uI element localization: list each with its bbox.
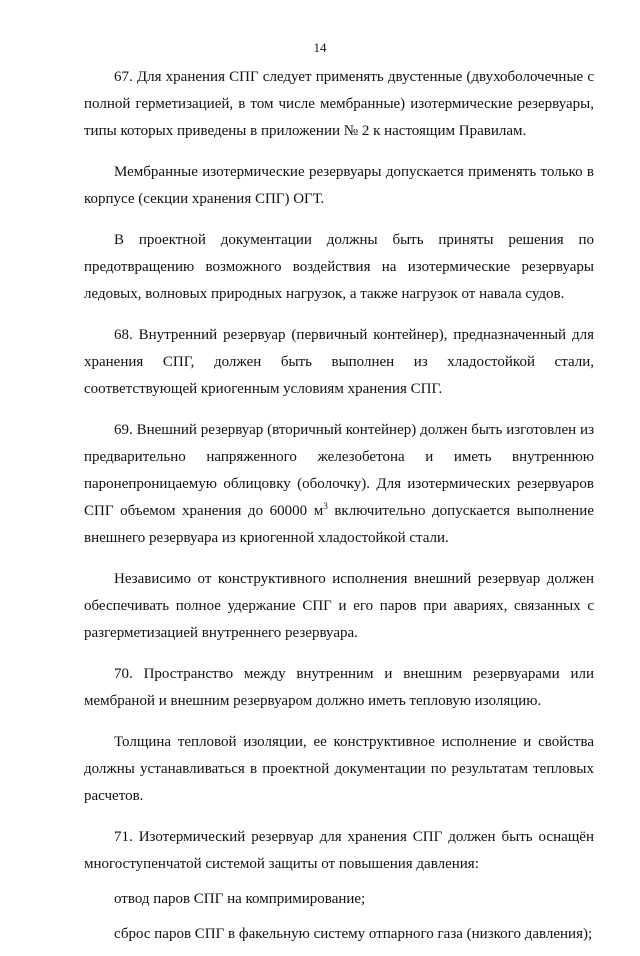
paragraph-69-text: 69. Внешний резервуар (вторичный контейнер) должен быть изготовлен из предварительно напряженного железобетона и иметь внутреннюю паронепроницаемую облицовку (оболочку). Для изотермических резервуаров СПГ объемом хранения до 60000 м bbox=[84, 422, 594, 519]
paragraph-69 bbox=[84, 417, 594, 552]
paragraph-outer-tank-retention: Независимо от конструктивного исполнения внешний резервуар должен обеспечивать полное удержание СПГ и его паров при авариях, связанных с разгерметизацией внутреннего резервуара. bbox=[84, 571, 594, 641]
document-body bbox=[84, 64, 594, 956]
paragraph-design-loads: В проектной документации должны быть приняты решения по предотвращению возможного воздействия на изотермические резервуары ледовых, волновых природных нагрузок, а также нагрузок от навала судов. bbox=[84, 232, 594, 302]
page-number: 14 bbox=[313, 40, 327, 55]
cubic-superscript: 3 bbox=[323, 501, 328, 511]
paragraph-71: 71. Изотермический резервуар для хранения СПГ должен быть оснащён многоступенчатой системой защиты от повышения давления: bbox=[84, 829, 594, 872]
list-item-flare-system: сброс паров СПГ в факельную систему отпарного газа (низкого давления); bbox=[114, 926, 593, 942]
paragraph-69-text-end: включительно допускается выполнение внешнего резервуара из криогенной хладостойкой стали. bbox=[84, 503, 594, 546]
paragraph-membrane-tanks: Мембранные изотермические резервуары допускается применять только в корпусе (секции хранения СПГ) ОГТ. bbox=[84, 164, 594, 207]
paragraph-68: 68. Внутренний резервуар (первичный контейнер), предназначенный для хранения СПГ, должен быть выполнен из хладостойкой стали, соответствующей криогенным условиям хранения СПГ. bbox=[84, 327, 594, 397]
paragraph-insulation-thickness: Толщина тепловой изоляции, ее конструктивное исполнение и свойства должны устанавливаться в проектной документации по результатам тепловых расчетов. bbox=[84, 734, 594, 804]
paragraph-67: 67. Для хранения СПГ следует применять двустенные (двухоболочечные с полной герметизацией, в том числе мембранные) изотермические резервуары, типы которых приведены в приложении № 2 к настоящим Правилам. bbox=[84, 69, 594, 139]
paragraph-70: 70. Пространство между внутренним и внешним резервуарами или мембраной и внешним резервуаром должно иметь тепловую изоляцию. bbox=[84, 666, 594, 709]
list-item-compression: отвод паров СПГ на компримирование; bbox=[114, 891, 366, 907]
